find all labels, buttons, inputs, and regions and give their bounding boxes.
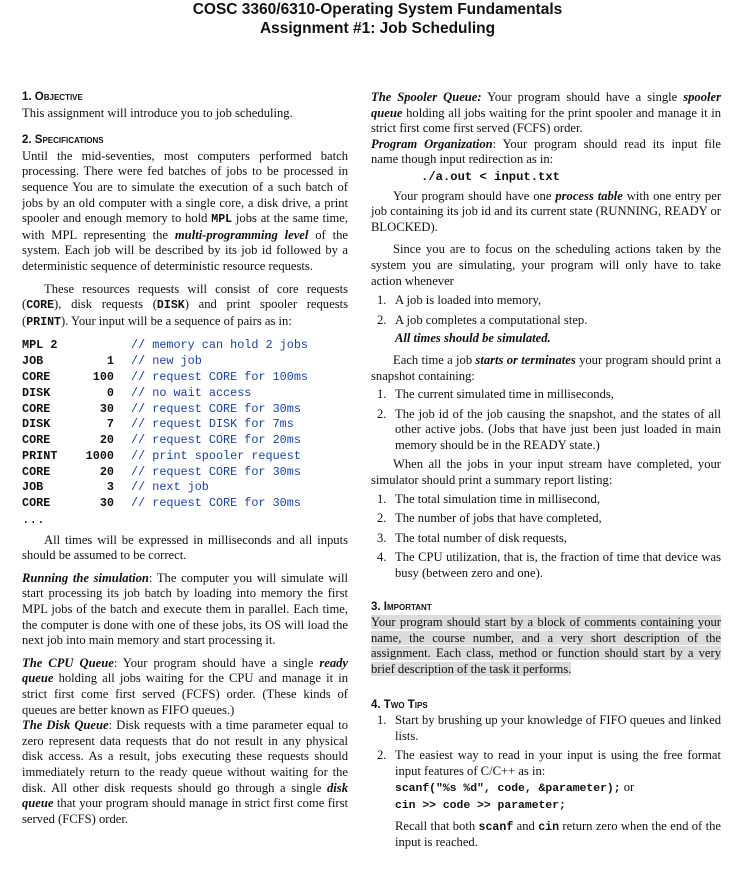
scanf-code: scanf("%s %d", code, &parameter); (395, 782, 621, 795)
summary-list (371, 492, 721, 582)
code-line: MPL 2 // memory can hold 2 jobs (22, 338, 308, 353)
important-heading: 3. Important (371, 600, 432, 613)
snapshot-list (371, 387, 721, 453)
code-line: JOB 3 // next job (22, 480, 209, 495)
two-tips-heading: 4. Two Tips (371, 698, 428, 711)
cin-code: cin >> code >> parameter; (395, 800, 566, 813)
times-paragraph: All times will be expressed in milliseconds and all inputs should be assumed to be correct. (22, 532, 348, 563)
document-title (0, 0, 755, 38)
assignment-title: Assignment #1: Job Scheduling (259, 20, 496, 37)
code-line: CORE 20 // request CORE for 30ms (22, 464, 301, 479)
code-line: CORE 30 // request CORE for 30ms (22, 496, 301, 511)
focus-paragraph: Since you are to focus on the scheduling actions taken by the system you are simulating, your program will only have to take action whenever (371, 242, 721, 288)
list-item: 2. The job id of the job causing the snapshot, and the states of all other active jobs. (Jobs that have just been just loaded in main memory should be in the READY state.) (377, 406, 721, 452)
cpu-queue-paragraph: The CPU Queue: Your program should have a single ready queue holding all jobs waiting for the CPU and manage it in strict first come first served (FCFS) order. (These kinds of queues are better known as FIFO queues.) (22, 655, 349, 717)
list-item: 2. The number of jobs that have completed, (377, 511, 602, 526)
code-line: CORE 20 // request CORE for 20ms (22, 433, 301, 448)
snapshot-paragraph: Each time a job starts or terminates your program should print a snapshot containing: (371, 352, 721, 383)
list-item: 4. The CPU utilization, that is, the fraction of time that device was busy (between zero and one). (377, 550, 721, 581)
process-table-paragraph: Your program should have one process table with one entry per job containing its job id and its current state (RUNNING, READY or BLOCKED). (371, 188, 722, 234)
list-item: 1. A job is loaded into memory, (377, 293, 542, 308)
course-title: COSC 3360/6310-Operating System Fundamentals (192, 1, 563, 18)
objective-text: This assignment will introduce you to job scheduling. (22, 105, 293, 120)
list-item: 1. The current simulated time in milliseconds, (377, 387, 614, 402)
program-organization-paragraph: Program Organization: Your program should read its input file name though input redirection as in: (371, 136, 721, 167)
summary-intro: When all the jobs in your input stream have completed, your simulator should print a summary report listing: (371, 457, 721, 488)
specifications-paragraph-2: These resources requests will consist of core requests (CORE), disk requests (DISK) and print spooler requests (PRINT). Your input will be a sequence of pairs as in: (22, 281, 348, 329)
running-simulation-paragraph: Running the simulation: The computer you will simulate will start processing its job batch by loading into memory the first MPL jobs of the batch and execute them in parallel. Each time, the computer is done with one of these jobs, its OS will load the next job into main memory and start processing it. (22, 570, 349, 648)
command-example: ./a.out < input.txt (421, 169, 560, 184)
right-column (371, 90, 721, 851)
important-paragraph: Your program should start by a block of comments containing your name, the course number, and a very short description of the assignment. Each class, method or function should start by a very brief description of the task it performs. (371, 615, 721, 676)
all-times-note: All times should be simulated. (395, 331, 551, 346)
input-example-code (22, 338, 348, 512)
code-line: JOB 1 // new job (22, 354, 202, 369)
code-line: CORE 30 // request CORE for 30ms (22, 401, 301, 416)
objective-heading: 1. Objective (22, 91, 83, 103)
code-line: DISK 0 // no wait access (22, 385, 252, 400)
action-list (371, 293, 721, 328)
code-line: DISK 7 // request DISK for 7ms (22, 417, 294, 432)
left-column (22, 90, 348, 827)
spooler-queue-paragraph: The Spooler Queue: Your program should have a single spooler queue holding all jobs waiting for the print spooler and manage it in strict first come first served (FCFS) order. (371, 90, 722, 136)
list-item: 2. A job completes a computational step. (377, 312, 588, 327)
list-item: 2. The easiest way to read in your input is using the free format input features of C/C++ as in: scanf("%s %d", code, &parameter); or cin >> code >> parameter; Recall that both scanf and cin return zero when the end of the input is reached. (377, 748, 721, 850)
code-line: CORE 100 // request CORE for 100ms (22, 369, 308, 384)
code-ellipsis: ... (22, 513, 45, 528)
code-line: PRINT 1000 // print spooler request (22, 448, 301, 463)
disk-queue-paragraph: The Disk Queue: Disk requests with a time parameter equal to zero represent data requests that do not result in any physical disk access. As a result, jobs executing these requests should immediately return to the ready queue without waiting for the disk. All other disk requests should go through a single disk queue that your program should manage in strict first come first served (FCFS) order. (22, 718, 348, 826)
list-item: 3. The total number of disk requests, (377, 530, 568, 545)
tips-list (371, 713, 721, 851)
list-item: 1. Start by brushing up your knowledge of FIFO queues and linked lists. (377, 713, 721, 743)
specifications-heading: 2. Specifications (22, 134, 104, 147)
list-item: 1. The total simulation time in millisecond, (377, 491, 600, 506)
specifications-paragraph-1: Until the mid-seventies, most computers performed batch processing. There were fed batches of jobs to be processed in sequence You are to simulate the execution of a such batch of jobs by an old computer with a single core, a disk drive, a print spooler and enough memory to hold MPL jobs at the same time, with MPL representing the multi-programming level of the system. Each job will be described by its job id followed by a deterministic sequence of deterministic resource requests. (22, 148, 348, 273)
